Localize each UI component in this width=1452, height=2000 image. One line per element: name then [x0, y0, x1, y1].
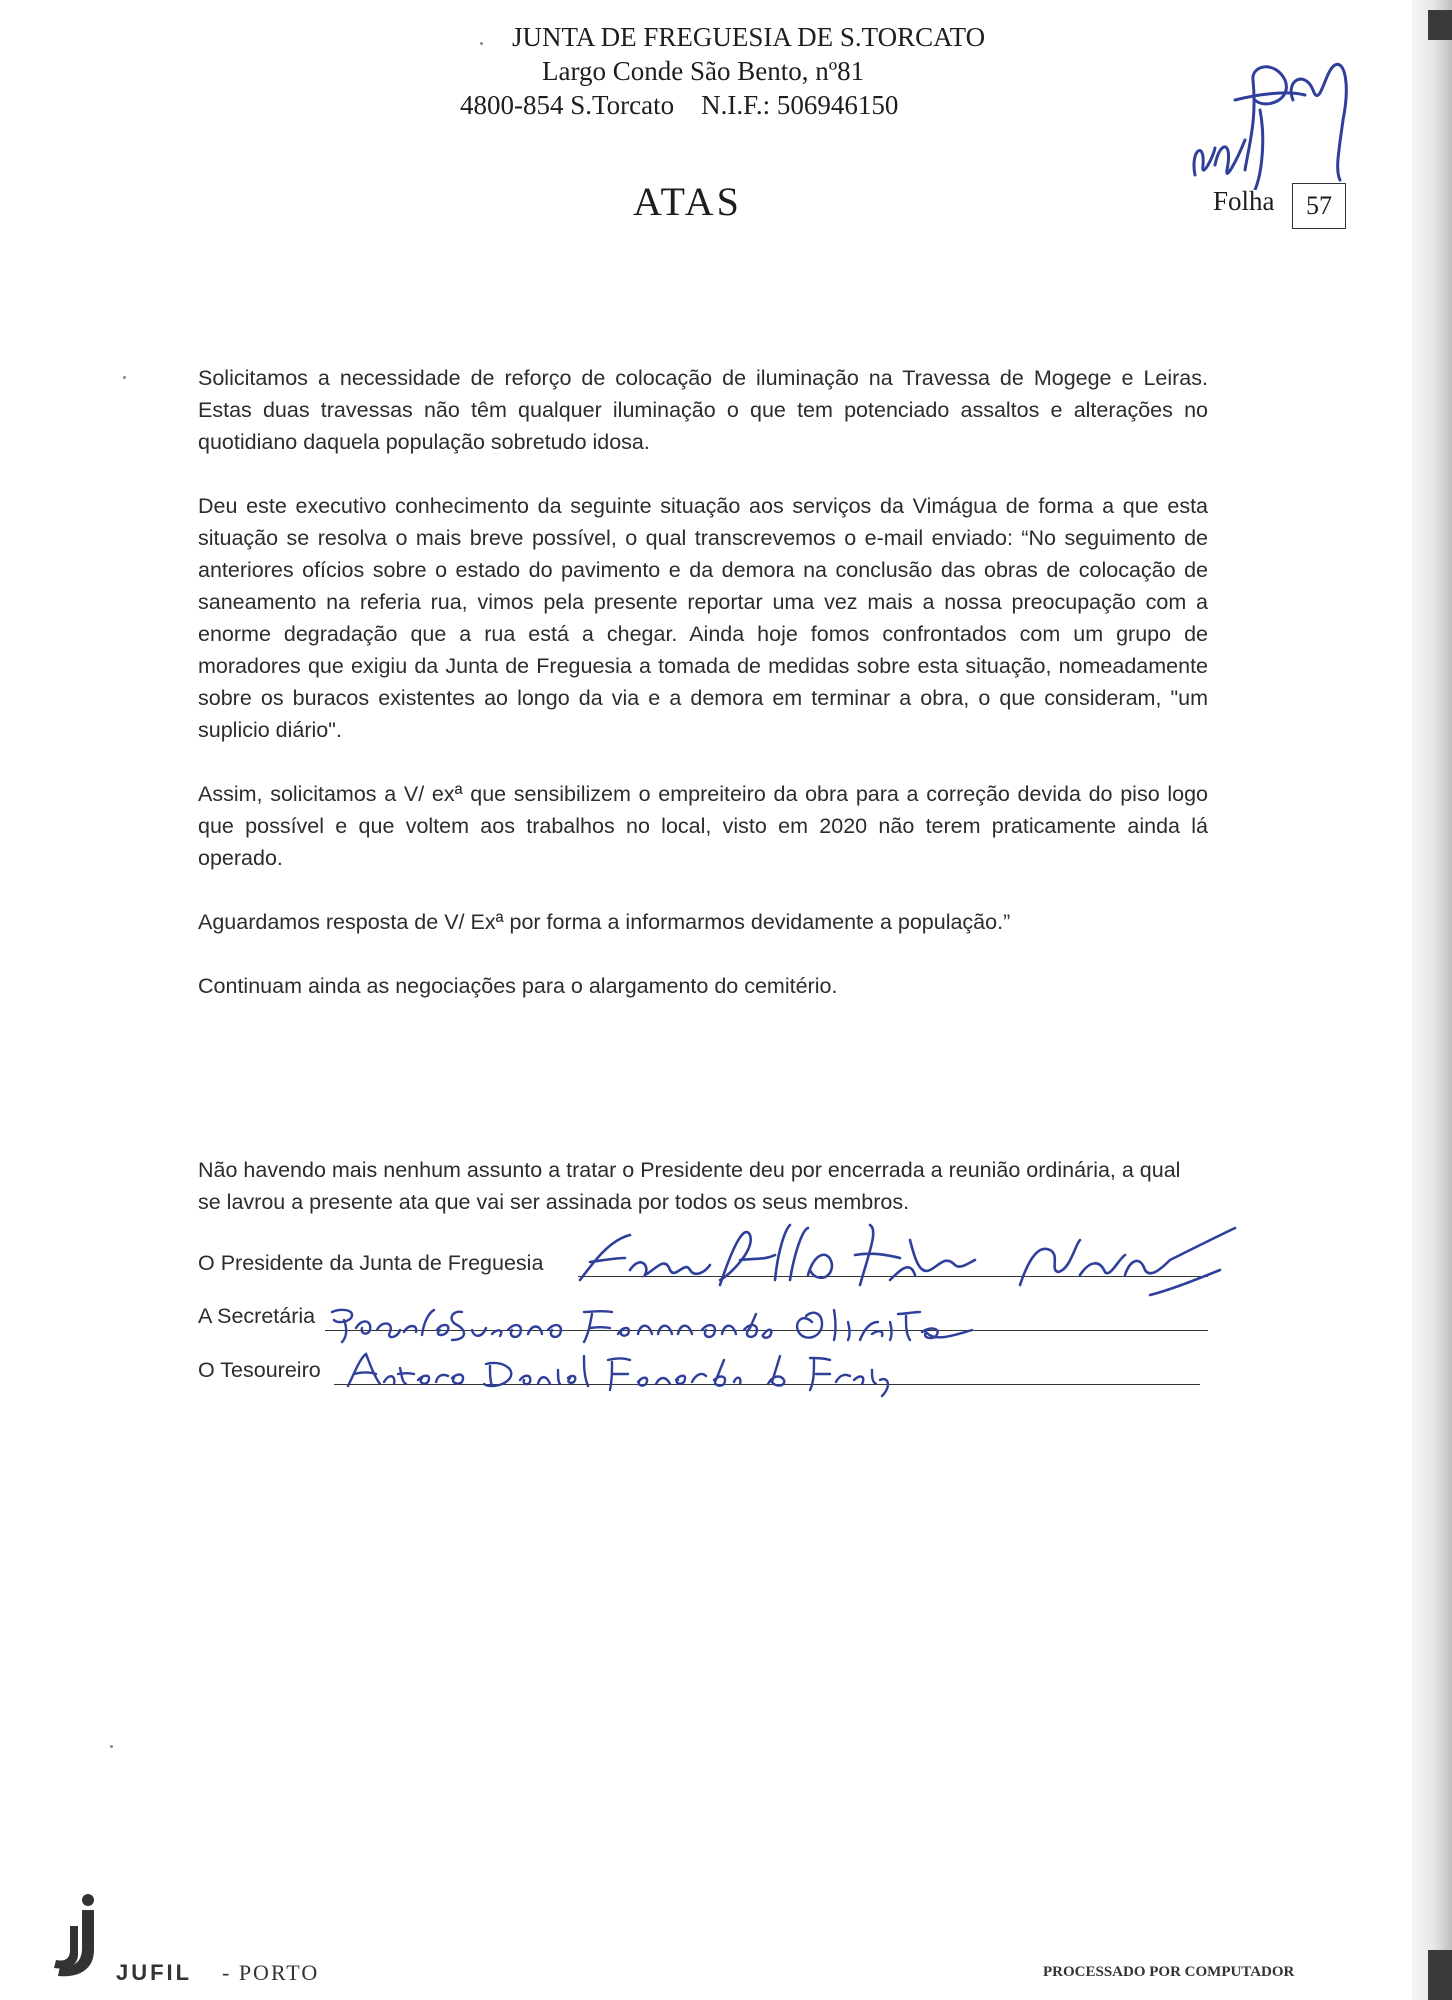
handwritten-initials: [1175, 40, 1365, 190]
secretaria-signature: [322, 1300, 1022, 1346]
footer-city: - PORTO: [222, 1960, 320, 1985]
paragraph-cemetery: Continuam ainda as negociações para o alargamento do cemitério.: [198, 974, 838, 998]
scan-mark: [1428, 1950, 1452, 2000]
letterhead-address: Largo Conde São Bento, nº81: [542, 56, 865, 86]
paragraph-await: Aguardamos resposta de V/ Exª por forma a informarmos devidamente a população.”: [198, 910, 1011, 934]
scan-speck: [480, 42, 483, 45]
folha-label: Folha: [1213, 186, 1275, 216]
letterhead: [440, 20, 1060, 122]
scan-mark: [1428, 10, 1452, 40]
footer-brand: JUFIL: [116, 1960, 193, 1985]
scan-speck: [123, 376, 126, 379]
closing-statement: Não havendo mais nenhum assunto a tratar o Presidente deu por encerrada a reunião ordinária, a qual se lavrou a presente ata que vai ser assinada por todos os seus membros.: [198, 1158, 1181, 1214]
paragraph-lighting: Solicitamos a necessidade de reforço de colocação de iluminação na Travessa de Mogege e Leiras. Estas duas travessas não têm qualquer iluminação o que tem potenciado assaltos e alterações no quotidiano daquela população sobretudo idosa.: [198, 366, 1208, 454]
scan-speck: [110, 1745, 113, 1748]
paragraph-request: Assim, solicitamos a V/ exª que sensibilizem o empreiteiro da obra para a correção devida do piso logo que possível e que voltem aos trabalhos no local, visto em 2020 não terem praticamente ainda lá operado.: [198, 782, 1208, 870]
letterhead-postal-nif: 4800-854 S.Torcato N.I.F.: 506946150: [460, 90, 899, 120]
paragraph-vimagua: Deu este executivo conhecimento da seguinte situação aos serviços da Vimágua de forma a que esta situação se resolva o mais breve possível, o qual transcrevemos o e-mail enviado: “No seguimento de anteriores ofícios sobre o estado do pavimento e da demora na conclusão das obras de colocação de saneamento na referia rua, vimos pela presente reportar uma vez mais a nossa preocupação com a enorme degradação que a rua está a chegar. Ainda hoje fomos confrontados com um grupo de moradores que exigiu da Junta de Freguesia a tomada de medidas sobre esta situação, nomeadamente sobre os buracos existentes ao longo da via e a demora em terminar a obra, o que consideram, "um suplicio diário".: [198, 494, 1208, 742]
footer-processed-by: PROCESSADO POR COMPUTADOR: [1043, 1964, 1295, 1980]
scan-edge: [1412, 0, 1452, 2000]
tesoureiro-label: O Tesoureiro: [198, 1358, 321, 1382]
folha-number: 57: [1292, 183, 1346, 229]
letterhead-name: JUNTA DE FREGUESIA DE S.TORCATO: [512, 22, 986, 52]
tesoureiro-signature: [340, 1346, 900, 1402]
document-title: ATAS: [633, 179, 742, 224]
presidente-signature: [570, 1200, 1250, 1310]
secretaria-label: A Secretária: [198, 1304, 316, 1328]
presidente-label: O Presidente da Junta de Freguesia: [198, 1251, 544, 1275]
jufil-logo: [48, 1892, 108, 1982]
